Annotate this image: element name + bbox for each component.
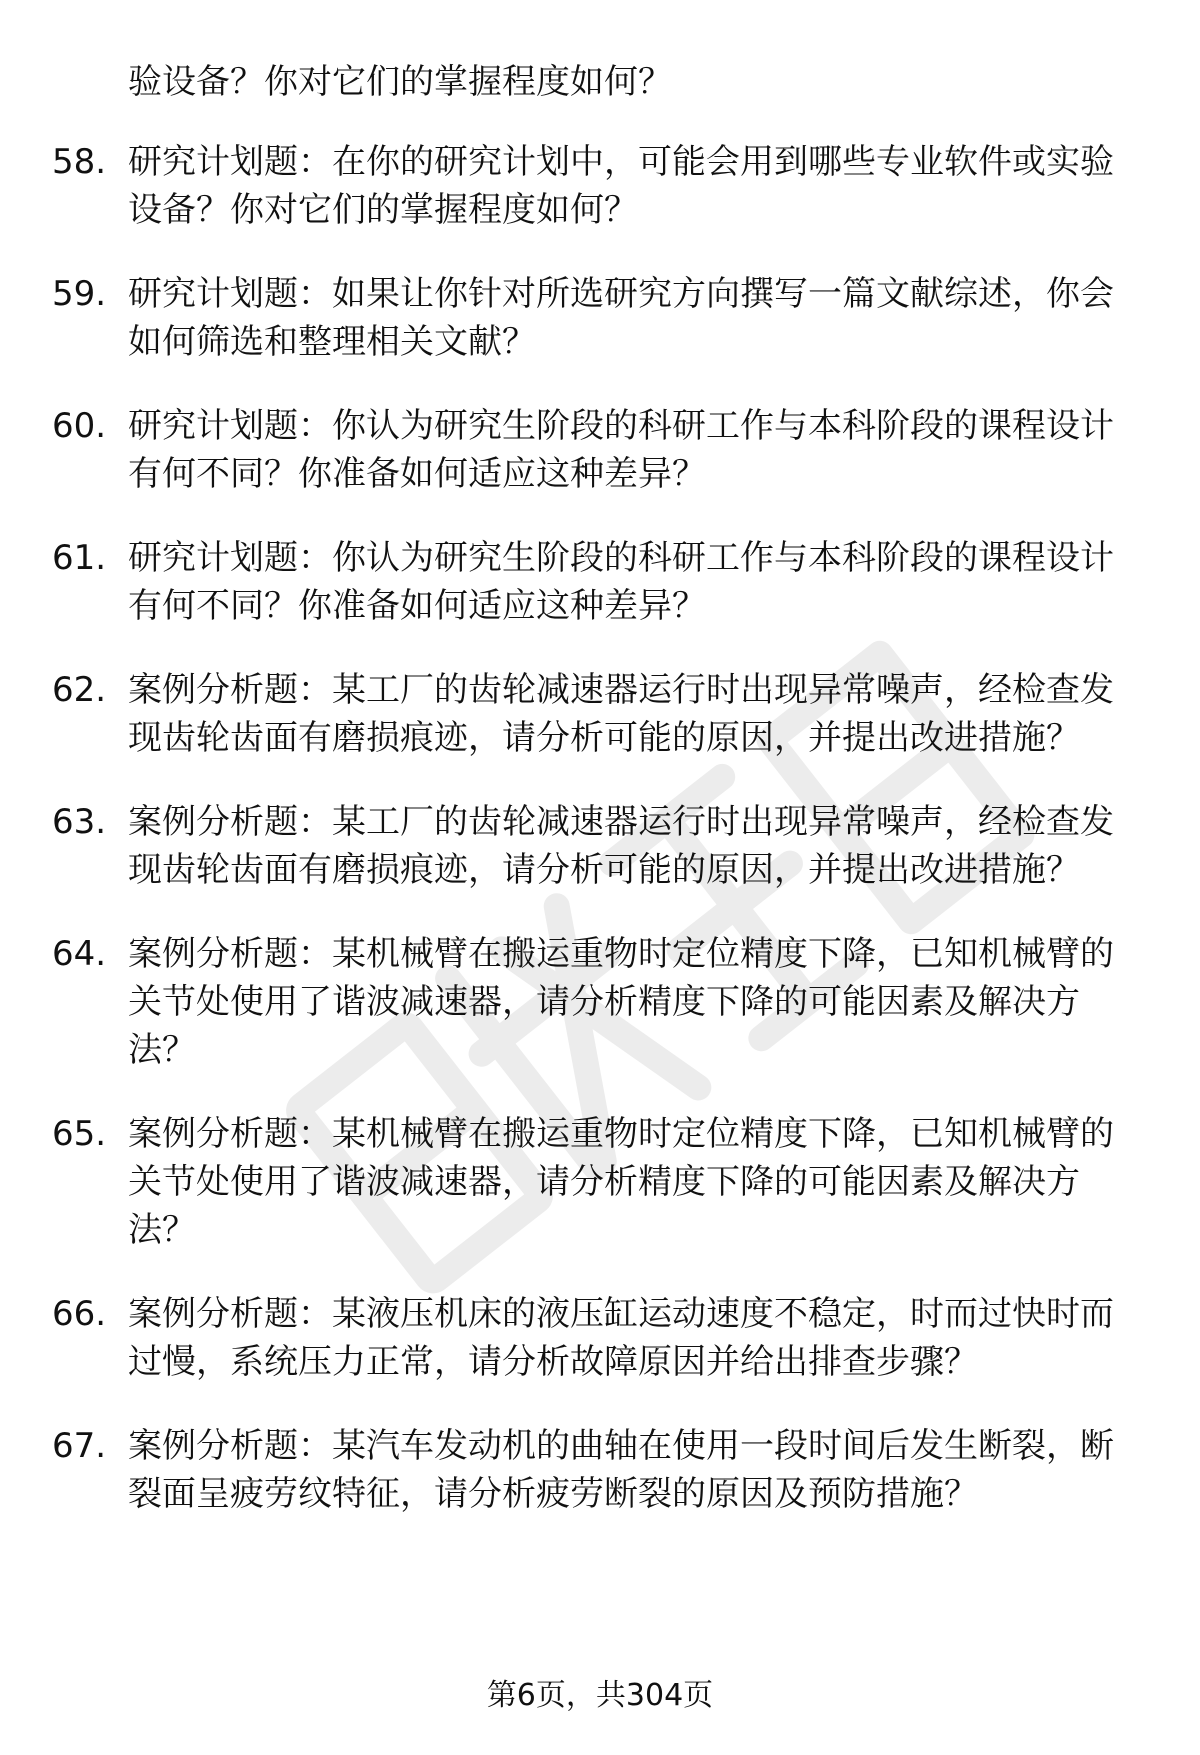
- question-text: 研究计划题：你认为研究生阶段的科研工作与本科阶段的课程设计有何不同？你准备如何适应这种差异？: [128, 538, 1114, 626]
- list-item: [0, 402, 1200, 498]
- question-text: 案例分析题：某机械臂在搬运重物时定位精度下降，已知机械臂的关节处使用了谐波减速器，请分析精度下降的可能因素及解决方法？: [128, 934, 1114, 1070]
- question-number: 59.: [52, 274, 107, 314]
- list-item: [0, 1422, 1200, 1518]
- question-text: 案例分析题：某工厂的齿轮减速器运行时出现异常噪声，经检查发现齿轮齿面有磨损痕迹，请分析可能的原因，并提出改进措施？: [128, 802, 1114, 890]
- question-number: 67.: [52, 1426, 107, 1466]
- question-text: 案例分析题：某液压机床的液压缸运动速度不稳定，时而过快时而过慢，系统压力正常，请分析故障原因并给出排查步骤？: [128, 1294, 1114, 1382]
- question-text: 研究计划题：你认为研究生阶段的科研工作与本科阶段的课程设计有何不同？你准备如何适应这种差异？: [128, 406, 1114, 494]
- continued-question-fragment: 验设备？你对它们的掌握程度如何？: [128, 62, 672, 102]
- list-item: [0, 138, 1200, 234]
- question-number: 65.: [52, 1114, 107, 1154]
- list-item: [0, 798, 1200, 894]
- question-text: 研究计划题：如果让你针对所选研究方向撰写一篇文献综述，你会如何筛选和整理相关文献？: [128, 274, 1114, 362]
- list-item: [0, 270, 1200, 366]
- question-text: 案例分析题：某工厂的齿轮减速器运行时出现异常噪声，经检查发现齿轮齿面有磨损痕迹，请分析可能的原因，并提出改进措施？: [128, 670, 1114, 758]
- question-number: 58.: [52, 142, 107, 182]
- question-text: 案例分析题：某机械臂在搬运重物时定位精度下降，已知机械臂的关节处使用了谐波减速器，请分析精度下降的可能因素及解决方法？: [128, 1114, 1114, 1250]
- question-number: 63.: [52, 802, 107, 842]
- question-text: 研究计划题：在你的研究计划中，可能会用到哪些专业软件或实验设备？你对它们的掌握程度如何？: [128, 142, 1114, 230]
- list-item: [0, 930, 1200, 1074]
- list-item: [0, 1290, 1200, 1386]
- list-item: [0, 1110, 1200, 1254]
- question-number: 66.: [52, 1294, 107, 1334]
- question-text: 案例分析题：某汽车发动机的曲轴在使用一段时间后发生断裂，断裂面呈疲劳纹特征，请分析疲劳断裂的原因及预防措施？: [128, 1426, 1114, 1514]
- page-footer: 第6页，共304页: [486, 1678, 714, 1713]
- question-list: [0, 138, 1200, 1554]
- question-number: 62.: [52, 670, 107, 710]
- question-number: 64.: [52, 934, 107, 974]
- question-number: 60.: [52, 406, 107, 446]
- list-item: [0, 534, 1200, 630]
- question-number: 61.: [52, 538, 107, 578]
- list-item: [0, 666, 1200, 762]
